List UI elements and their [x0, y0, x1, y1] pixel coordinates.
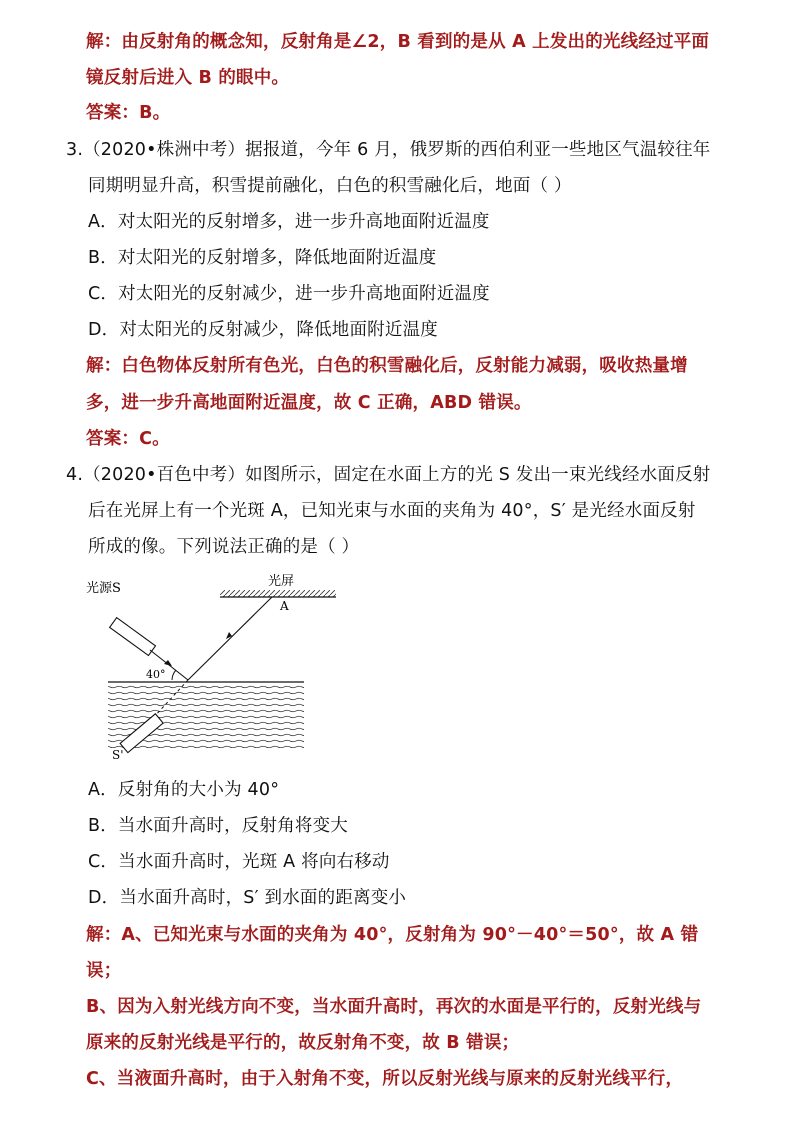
light-source-tube [110, 618, 156, 656]
angle-label: 40° [146, 668, 166, 681]
solution-4-line-1: 解：A、已知光束与水面的夹角为 40°，反射角为 90°－40°＝50°，故 A 错 [86, 925, 699, 945]
screen-label: 光屏 [268, 574, 295, 589]
question-3-stem-line-2: 同期明显升高，积雪提前融化，白色的积雪融化后，地面（ ） [88, 176, 572, 196]
screen-hatch [220, 590, 336, 597]
question-3-option-d: D．对太阳光的反射减少，降低地面附近温度 [88, 320, 438, 340]
question-3-option-b: B．对太阳光的反射增多，降低地面附近温度 [88, 248, 437, 268]
solution-4-line-2: 误； [86, 961, 122, 981]
solution-4-line-4: 原来的反射光线是平行的，故反射角不变，故 B 错误； [86, 1033, 520, 1053]
solution-4-line-5: C、当液面升高时，由于入射角不变，所以反射光线与原来的反射光线平行， [86, 1069, 684, 1089]
incident-arrow [164, 660, 172, 666]
question-3-option-a: A．对太阳光的反射增多，进一步升高地面附近温度 [88, 212, 490, 232]
question-4-option-d: D．当水面升高时，S′ 到水面的距离变小 [88, 888, 407, 908]
question-4-option-c: C．当水面升高时，光斑 A 将向右移动 [88, 852, 390, 872]
question-4-stem-line-1: 4.（2020•百色中考）如图所示，固定在水面上方的光 S 发出一束光线经水面反射 [66, 465, 711, 485]
solution-4-line-3: B、因为入射光线方向不变，当水面升高时，再次的水面是平行的，反射光线与 [86, 997, 702, 1017]
question-3-option-c: C．对太阳光的反射减少，进一步升高地面附近温度 [88, 284, 490, 304]
question-3-stem-line-1: 3.（2020•株洲中考）据报道，今年 6 月，俄罗斯的西伯利亚一些地区气温较往年 [66, 140, 711, 160]
answer-3: 答案：C。 [86, 429, 170, 449]
image-label: S' [112, 748, 124, 762]
solution-3-line-2: 多，进一步升高地面附近温度，故 C 正确，ABD 错误。 [86, 393, 532, 413]
answer-2: 答案：B。 [86, 103, 171, 123]
solution-2-line-2: 镜反射后进入 B 的眼中。 [86, 68, 290, 88]
question-4-option-b: B．当水面升高时，反射角将变大 [88, 816, 349, 836]
solution-2-line-1: 解：由反射角的概念知，反射角是∠2，B 看到的是从 A 上发出的光线经过平面 [86, 32, 710, 52]
reflected-ray [188, 597, 272, 680]
question-4-stem-line-3: 所成的像。下列说法正确的是（ ） [88, 537, 360, 557]
spot-a-label: A [280, 599, 289, 613]
angle-arc [172, 670, 176, 680]
question-4-stem-line-2: 后在光屏上有一个光斑 A，已知光束与水面的夹角为 40°，S′ 是光经水面反射 [88, 501, 696, 521]
solution-3-line-1: 解：白色物体反射所有色光，白色的积雪融化后，反射能力减弱，吸收热量增 [86, 356, 688, 376]
light-source-label: 光源S [86, 581, 121, 596]
question-4-option-a: A．反射角的大小为 40° [88, 780, 280, 800]
reflection-diagram [80, 570, 340, 765]
